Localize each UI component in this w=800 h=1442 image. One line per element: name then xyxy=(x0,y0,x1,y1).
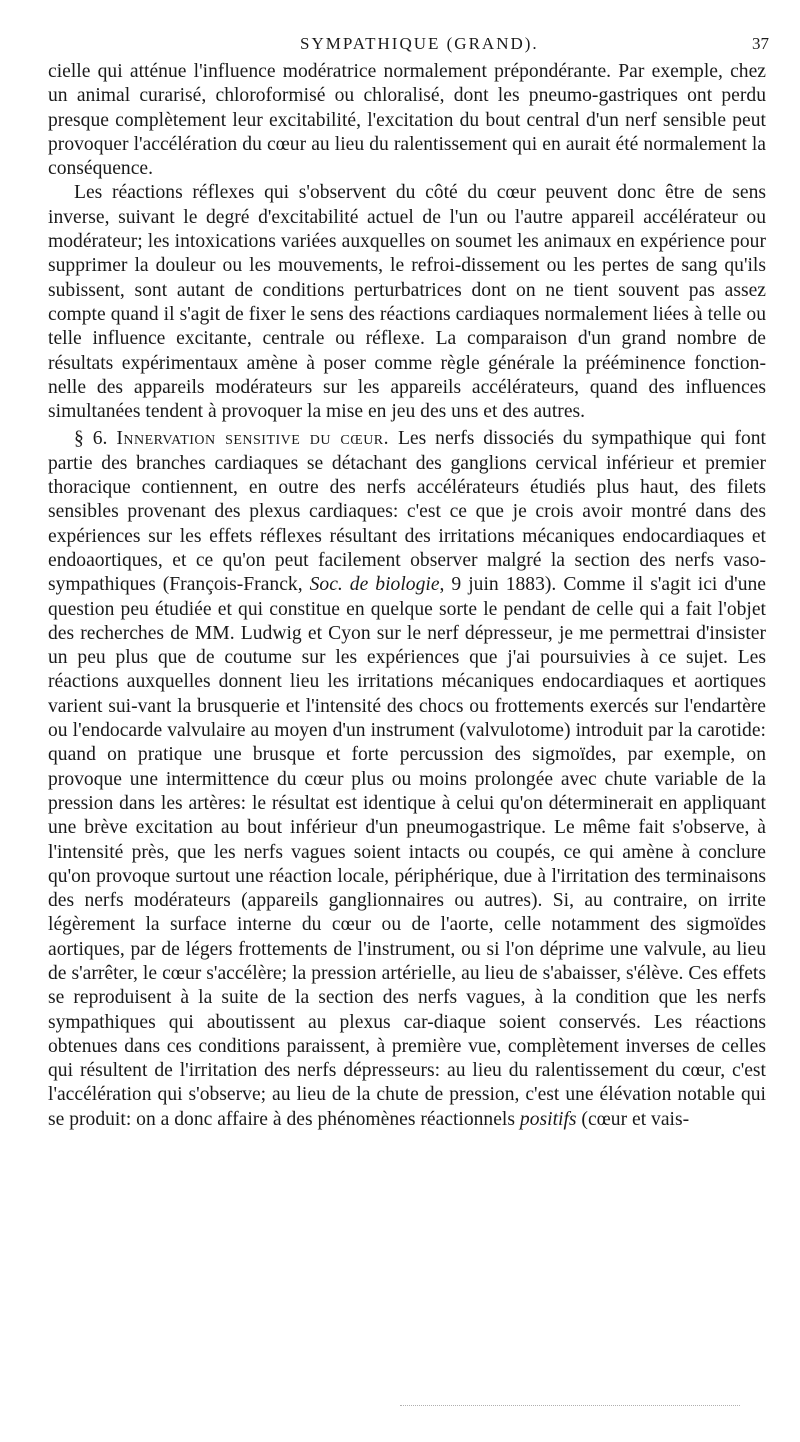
scan-artifact-line xyxy=(400,1405,740,1408)
citation-journal: Soc. de biologie xyxy=(309,574,440,596)
section-paragraph-6 xyxy=(48,427,766,1132)
section-heading: Innervation sensitive du cœur. xyxy=(116,428,390,450)
section-text-part-1: Les nerfs dissociés du sympathique qui font partie des branches cardiaques se détachant des ganglions cervical inférieur et premier thoracique contiennent, en outre des nerfs accélérateurs étudiés plus haut, des filets sensibles provenant des plexus cardiaques: c'est ce que je crois avoir montré dans des expériences sur les effets réflexes résultant des irritations mécaniques endocardiaques et endoaortiques, et ce qu'on peut facilement observer malgré la section des nerfs vaso-sympathiques (François-Franck, xyxy=(48,428,767,596)
section-text-part-3: (cœur et vais- xyxy=(576,1108,690,1130)
page-header xyxy=(0,34,800,56)
section-text-part-2: , 9 juin 1883). Comme il s'agit ici d'une question peu étudiée et qui constitue en quelque sorte le pendant de celle qui a fait l'objet des recherches de MM. Ludwig et Cyon sur le nerf dépresseur, je me permettrai d'insister un peu plus que de coutume sur les expériences que j'ai poursuivies à ce sujet. Les réactions auxquelles donnent lieu les irritations mécaniques endocardiaques et aortiques varient sui-vant la brusquerie et l'intensité des chocs ou frottements exercés sur l'endartère ou l'endocarde valvulaire au moyen d'un instrument (valvulotome) introduit par la carotide: quand on pratique une brusque et forte percussion des sigmoïdes, par exemple, on provoque une intermittence du cœur plus ou moins prolongée avec chute variable de la pression dans les artères: le résultat est identique à celui qu'on déterminerait en appliquant une brève excitation au bout inférieur d'un pneumogastrique. Le même fait s'observe, à l'intensité près, que les nerfs vagues soient intacts ou coupés, ce qui amène à conclure qu'on provoque surtout une réaction locale, périphérique, due à l'irritation des terminaisons des nerfs modérateurs (appareils ganglionnaires ou autres). Si, au contraire, on irrite légèrement la surface interne du cœur ou de l'aorte, celle notamment des sigmoïdes aortiques, par de légers frottements de l'instrument, ou si l'on déprime une valvule, au lieu de s'arrêter, le cœur s'accélère; la pression artérielle, au lieu de s'abaisser, s'élève. Ces effets se reproduisent à la suite de la section des nerfs vagues, à la condition que les nerfs sympathiques qui aboutissent au plexus car-diaque soient conservés. Les réactions obtenues dans ces conditions paraissent, à première vue, complètement inverses de celles qui résultent de l'irritation des nerfs dépresseurs: au lieu du ralentissement du cœur, c'est l'accélération qui s'observe; au lieu de la chute de pression, c'est une élévation notable qui se produit: on a donc affaire à des phénomènes réactionnels xyxy=(48,574,766,1130)
paragraph-reflex-reactions: Les réactions réflexes qui s'observent du côté du cœur peuvent donc être de sens inverse, suivant le degré d'excitabilité actuel de l'un ou l'autre appareil accélérateur ou modérateur; les intoxications variées auxquelles on soumet les animaux en expérience pour supprimer la douleur ou les mouvements, le refroi-dissement ou les pertes de sang qu'ils subissent, sont autant de conditions perturbatrices dont on ne tient souvent pas assez compte quand il s'agit de fixer le sens des réactions cardiaques normalement liées à telle ou telle influence excitante, centrale ou réflexe. La comparaison d'un grand nombre de résultats expérimentaux amène à poser comme règle générale la prééminence fonction-nelle des appareils modérateurs sur les appareils accélérateurs, quand des influences simultanées tendent à provoquer la mise en jeu des uns et des autres. xyxy=(48,182,766,423)
paragraph-continued: cielle qui atténue l'influence modératrice normalement prépondérante. Par exemple, chez un animal curarisé, chloroformisé ou chloralisé, dont les pneumo-gastriques ont perdu presque complètement leur excitabilité, l'excitation du bout central d'un nerf sensible peut provoquer l'accélération du cœur au lieu du ralentissement qui en aurait été normalement la conséquence. xyxy=(48,61,766,180)
section-mark: § 6. xyxy=(74,428,108,450)
page-number: 37 xyxy=(752,34,769,53)
emphasis-positifs: positifs xyxy=(519,1108,577,1130)
running-title: SYMPATHIQUE (GRAND). xyxy=(300,34,539,53)
body-text xyxy=(48,60,766,1132)
